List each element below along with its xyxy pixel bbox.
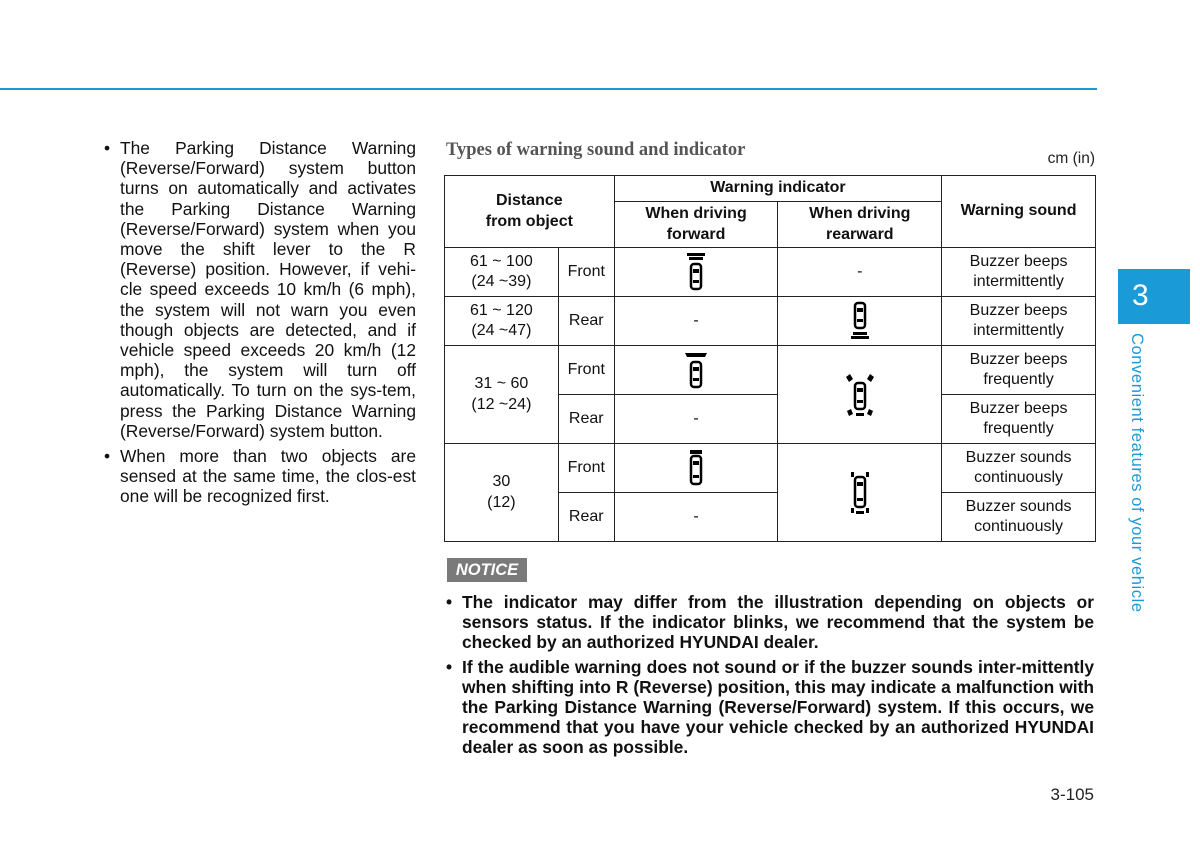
table-row: [445, 248, 1096, 297]
header-driving-rearward: When driving rearward: [778, 202, 942, 248]
rearward-indicator-cell: -: [778, 248, 942, 297]
distance-cell: 31 ~ 60 (12 ~24): [445, 346, 559, 444]
forward-indicator-cell: -: [614, 395, 778, 444]
rearward-indicator-cell: [778, 346, 942, 444]
car-front-sensor-far-icon: [684, 252, 708, 292]
sensor-cell: Front: [558, 248, 614, 297]
table-row: [445, 444, 1096, 493]
rearward-indicator-cell: [778, 444, 942, 542]
chapter-number: 3: [1132, 279, 1149, 312]
forward-indicator-cell: -: [614, 493, 778, 542]
sound-cell: Buzzer sounds continuously: [942, 493, 1096, 542]
chapter-title: Convenient features of your vehicle: [1128, 333, 1146, 613]
sensor-cell: Front: [558, 444, 614, 493]
notice-item: • If the audible warning does not sound or if the buzzer sounds inter-mittently when shifting into R (Reverse) position, this may indicate a malfunction with the Parking Distance Warning (Reverse/Forward) system. If this occurs, we recommend that you have your vehicle checked by an authorized HYUNDAI dealer as soon as possible.: [444, 657, 1094, 758]
sound-cell: Buzzer beeps frequently: [942, 346, 1096, 395]
header-warning-sound: Warning sound: [942, 176, 1096, 248]
rearward-indicator-cell: [778, 297, 942, 346]
table-row: [445, 297, 1096, 346]
forward-indicator-cell: [614, 346, 778, 395]
sensor-cell: Front: [558, 346, 614, 395]
page-number: 3-105: [1050, 785, 1094, 804]
left-column: [103, 138, 416, 512]
distance-cell: 61 ~ 120 (24 ~47): [445, 297, 559, 346]
forward-indicator-cell: [614, 444, 778, 493]
sound-cell: Buzzer sounds continuously: [942, 444, 1096, 493]
sensor-cell: Rear: [558, 395, 614, 444]
sound-cell: Buzzer beeps intermittently: [942, 297, 1096, 346]
car-corner-sensors-mid-icon: [843, 371, 877, 419]
car-front-sensor-near-icon: [684, 448, 708, 488]
sound-cell: Buzzer beeps frequently: [942, 395, 1096, 444]
warning-table: [444, 175, 1096, 542]
car-corner-sensors-near-icon: [845, 469, 875, 517]
distance-cell: 30 (12): [445, 444, 559, 542]
car-rear-sensor-far-icon: [848, 301, 872, 341]
left-bullet-item: • When more than two objects are sensed at the same time, the clos-est one will be recognized first.: [103, 446, 416, 507]
table-row: [445, 346, 1096, 395]
distance-cell: 61 ~ 100 (24 ~39): [445, 248, 559, 297]
section-title: Types of warning sound and indicator: [446, 140, 746, 160]
chapter-tab: [1118, 269, 1190, 324]
sensor-cell: Rear: [558, 297, 614, 346]
top-rule: [0, 88, 1097, 90]
forward-indicator-cell: [614, 248, 778, 297]
header-warning-indicator: Warning indicator: [614, 176, 941, 202]
car-front-sensor-mid-icon: [682, 350, 710, 390]
left-bullet-item: • The Parking Distance Warning (Reverse/Forward) system button turns on automatically and activates the Parking Distance Warning (Reverse/Forward) system when you move the shift lever to the R (Reverse) position. However, if vehi-cle speed exceeds 10 km/h (6 mph), the system will not warn you even though objects are detected, and if vehicle speed exceeds 20 km/h (12 mph), the system will turn off automatically. To turn on the sys-tem, press the Parking Distance Warning (Reverse/Forward) system button.: [103, 138, 416, 441]
header-driving-forward: When driving forward: [614, 202, 778, 248]
sound-cell: Buzzer beeps intermittently: [942, 248, 1096, 297]
forward-indicator-cell: -: [614, 297, 778, 346]
notice-badge: NOTICE: [447, 558, 527, 582]
sensor-cell: Rear: [558, 493, 614, 542]
notice-list: [444, 592, 1094, 762]
notice-item: • The indicator may differ from the illustration depending on objects or sensors status. If the indicator blinks, we recommend that the system be checked by an authorized HYUNDAI dealer.: [444, 592, 1094, 653]
unit-label: cm (in): [1047, 150, 1095, 167]
left-bullet-list: [103, 138, 416, 507]
header-distance: Distance from object: [445, 176, 615, 248]
